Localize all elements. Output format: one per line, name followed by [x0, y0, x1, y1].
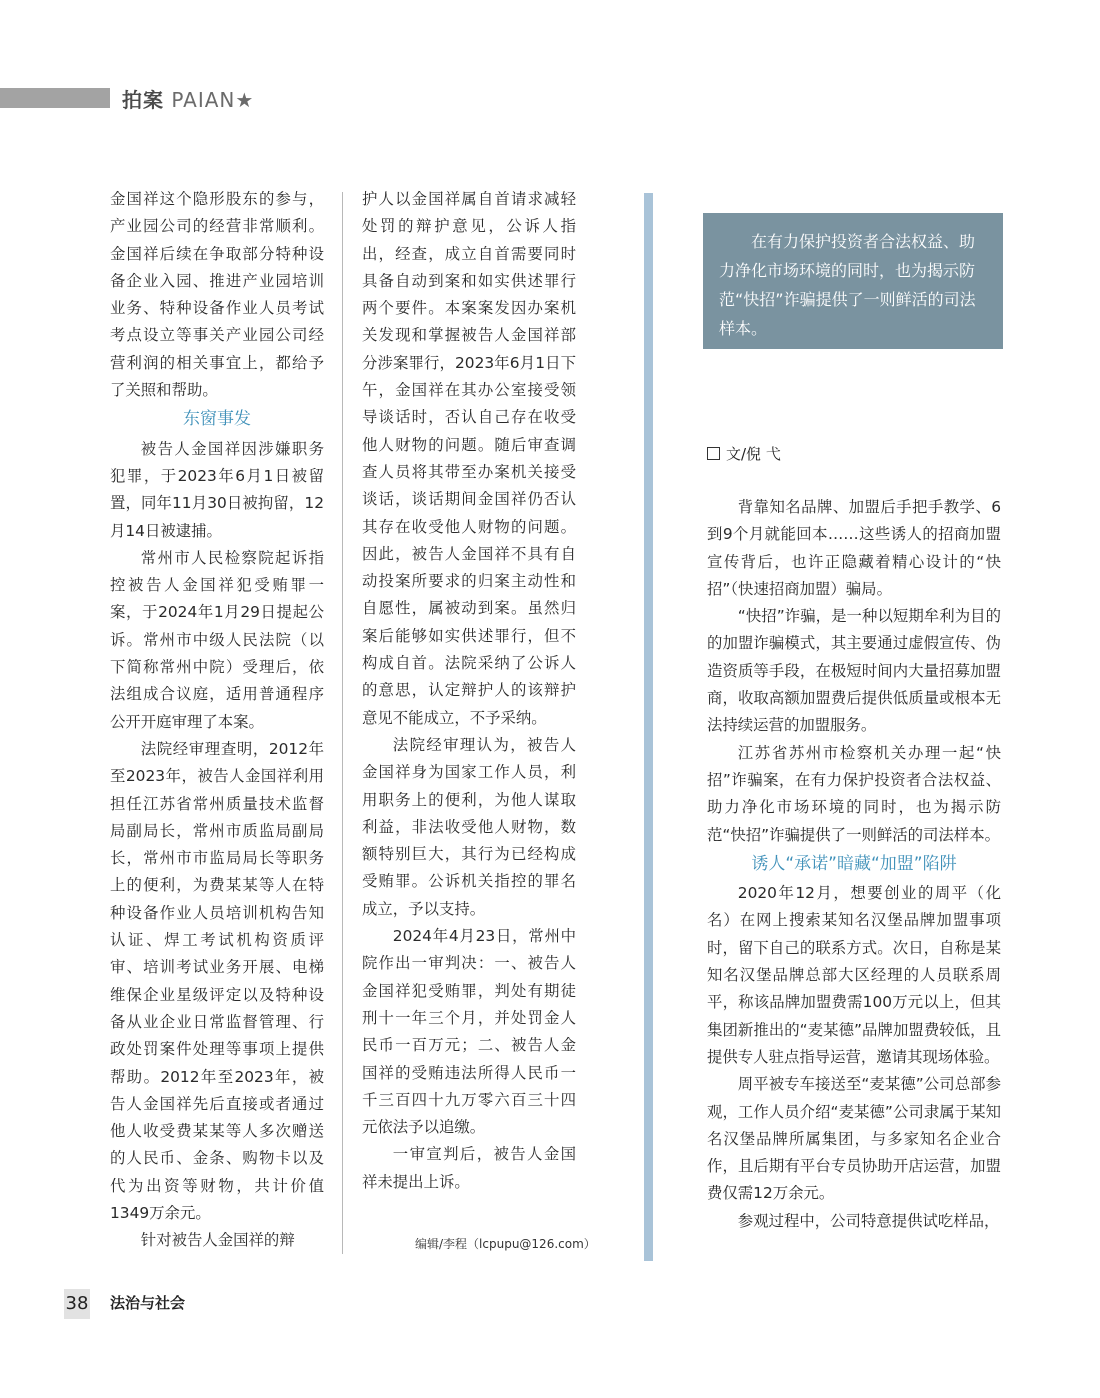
paragraph: 法院经审理认为，被告人金国祥身为国家工作人员，利用职务上的便利，为他人谋取利益，非法收受他人财物，数额特别巨大，其行为已经构成受贿罪。公诉机关指控的罪名成立，予以支持。 [362, 735, 576, 918]
column-divider [342, 192, 343, 1254]
paragraph: 针对被告人金国祥的辩 [140, 1231, 295, 1250]
pull-quote-text: 在有力保护投资者合法权益、助力净化市场环境的同时，也为揭示防范“快招”诈骗提供了一则鲜活的司法样本。 [719, 232, 976, 338]
magazine-name: 法治与社会 [110, 1294, 186, 1312]
square-icon [707, 447, 720, 460]
column-2 [362, 186, 576, 1196]
paragraph: 2024年4月23日，常州中院作出一审判决：一、被告人金国祥犯受贿罪，判处有期徒刑十一年三个月，并处罚金人民币一百万元；二、被告人金国祥的受贿违法所得人民币一千三百四十九万零六百三十四元依法予以追缴。 [362, 927, 576, 1137]
section-en: PAIAN★ [171, 88, 255, 112]
editor-credit: 编辑/李程（lcpupu@126.com） [415, 1237, 596, 1251]
paragraph: 一审宣判后，被告人金国祥未提出上诉。 [362, 1145, 576, 1191]
paragraph: 2020年12月，想要创业的周平（化名）在网上搜索某知名汉堡品牌加盟事项时，留下自己的联系方式。次日，自称是某知名汉堡品牌总部大区经理的人员联系周平，称该品牌加盟费需100万元以上，但其集团新推出的“麦某德”品牌加盟费较低，且提供专人驻点指导运营，邀请其现场体验。 [707, 884, 1001, 1066]
paragraph: “快招”诈骗，是一种以短期牟利为目的的加盟诈骗模式，其主要通过虚假宣传、伪造资质等手段，在极短时间内大量招募加盟商，收取高额加盟费后提供低质量或根本无法持续运营的加盟服务。 [707, 607, 1001, 735]
author-byline [707, 443, 781, 464]
paragraph: 法院经审理查明，2012年至2023年，被告人金国祥利用担任江苏省常州质量技术监督局副局长，常州市质监局副局长，常州市市监局局长等职务上的便利，为费某某等人在特种设备作业人员培训机构告知认证、焊工考试机构资质评审、培训考试业务开展、电梯维保企业星级评定以及特种设备从业企业日常监督管理、行政处罚案件处理等事项上提供帮助。2012年至2023年，被告人金国祥先后直接或者通过他人收受费某某等人多次赠送的人民币、金条、购物卡以及代为出资等财物，共计价值1349万余元。 [110, 739, 324, 1222]
section-title [122, 84, 254, 113]
paragraph: 背靠知名品牌、加盟后手把手教学、6到9个月就能回本……这些诱人的招商加盟宣传背后，也许正隐藏着精心设计的“快招”（快速招商加盟）骗局。 [707, 498, 1001, 598]
paragraph: 参观过程中，公司特意提供试吃样品， [737, 1211, 1000, 1230]
paragraph: 被告人金国祥因涉嫌职务犯罪，于2023年6月1日被留置，同年11月30日被拘留，12月14日被逮捕。 [110, 439, 324, 540]
subheading-trap: 诱人“承诺”暗藏“加盟”陷阱 [751, 853, 957, 874]
paragraph: 金国祥这个隐形股东的参与，产业园公司的经营非常顺利。金国祥后续在争取部分特种设备企业入园、推进产业园培训业务、特种设备作业人员考试考点设立等事关产业园公司经营利润的相关事宜上，都给予了关照和帮助。 [110, 190, 324, 400]
paragraph: 护人以金国祥属自首请求减轻处罚的辩护意见，公诉人指出，经查，成立自首需要同时具备自动到案和如实供述罪行两个要件。本案案发因办案机关发现和掌握被告人金国祥部分涉案罪行，2023年6月1日下午，金国祥在其办公室接受领导谈话时，否认自己存在收受他人财物的问题。随后审查调查人员将其带至办案机关接受谈话，谈话期间金国祥仍否认其存在收受他人财物的问题。因此，被告人金国祥不具有自动投案所要求的归案主动性和自愿性，属被动到案。虽然归案后能够如实供述罪行，但不构成自首。法院采纳了公诉人的意思，认定辩护人的该辩护意见不能成立，不予采纳。 [362, 190, 576, 727]
header-bar [0, 88, 110, 108]
section-cn: 拍案 [122, 88, 164, 112]
column-1 [110, 186, 324, 1255]
author-name: 文/倪 弋 [726, 445, 781, 463]
pull-quote [703, 213, 1003, 349]
column-3 [707, 494, 1001, 1235]
subheading-dongchuang: 东窗事发 [183, 409, 251, 430]
paragraph: 周平被专车接送至“麦某德”公司总部参观，工作人员介绍“麦某德”公司隶属于某知名汉堡品牌所属集团，与多家知名企业合作，且后期有平台专员协助开店运营，加盟费仅需12万余元。 [707, 1075, 1001, 1203]
paragraph: 常州市人民检察院起诉指控被告人金国祥犯受贿罪一案，于2024年1月29日提起公诉。常州市中级人民法院（以下简称常州中院）受理后，依法组成合议庭，适用普通程序公开开庭审理了本案。 [110, 548, 324, 731]
article-accent-bar [644, 193, 653, 1261]
page-number: 38 [64, 1289, 90, 1319]
paragraph: 江苏省苏州市检察机关办理一起“快招”诈骗案，在有力保护投资者合法权益、助力净化市场环境的同时，也为揭示防范“快招”诈骗提供了一则鲜活的司法样本。 [707, 743, 1001, 844]
